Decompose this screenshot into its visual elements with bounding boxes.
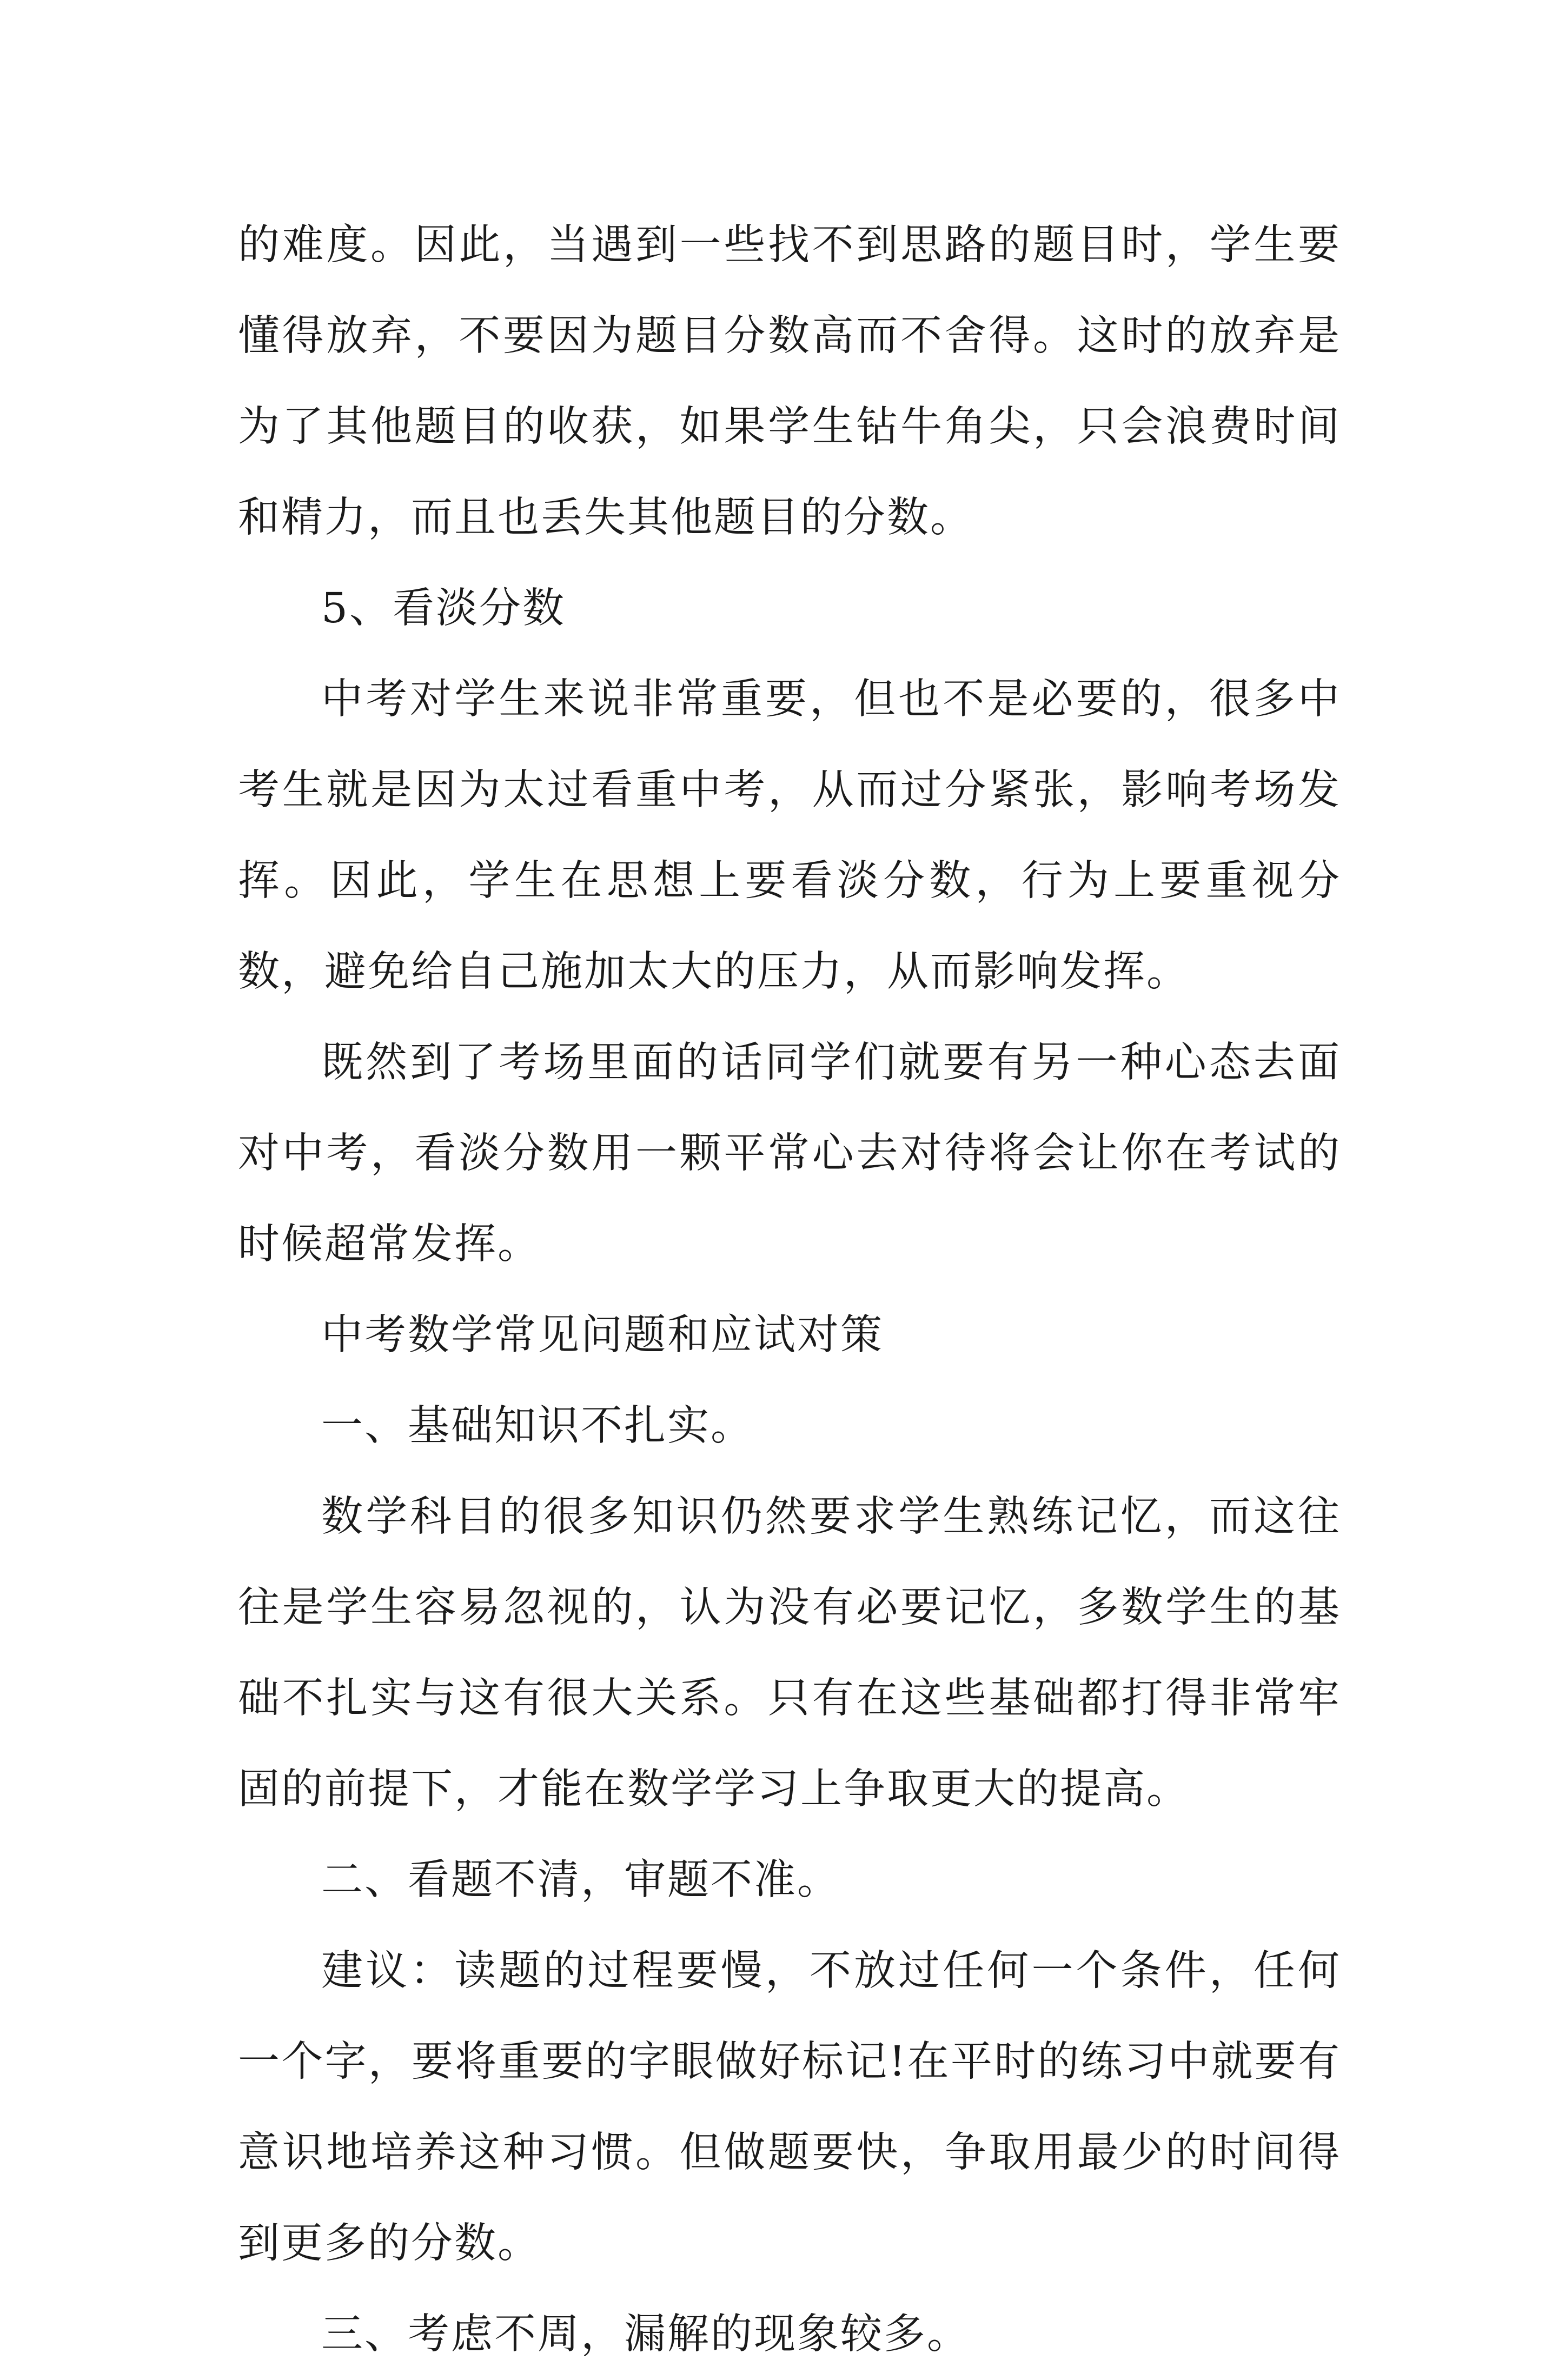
- paragraph: 建议：读题的过程要慢，不放过任何一个条件，任何一个字，要将重要的字眼做好标记!在平时的练习中就要有意识地培养这种习惯。但做题要快，争取用最少的时间得到更多的分数。: [238, 1947, 1341, 2268]
- document-body: [238, 200, 1341, 2380]
- paragraph-continuation: 的难度。因此，当遇到一些找不到思路的题目时，学生要懂得放弃，不要因为题目分数高而不舍得。这时的放弃是为了其他题目的收获，如果学生钻牛角尖，只会浪费时间和精力，而且也丢失其他题目的分数。: [238, 221, 1341, 542]
- paragraph: 既然到了考场里面的话同学们就要有另一种心态去面对中考，看淡分数用一颗平常心去对待将会让你在考试的时候超常发挥。: [238, 1039, 1341, 1268]
- paragraph: 中考对学生来说非常重要，但也不是必要的，很多中考生就是因为太过看重中考，从而过分紧张，影响考场发挥。因此，学生在思想上要看淡分数，行为上要重视分数，避免给自己施加太大的压力，从而影响发挥。: [238, 675, 1341, 996]
- section-title: 中考数学常见问题和应试对策: [321, 1311, 884, 1359]
- section-heading-1: 一、基础知识不扎实。: [321, 1402, 754, 1450]
- section-heading-3: 三、考虑不周，漏解的现象较多。: [321, 2310, 970, 2358]
- section-heading-5: 5、看淡分数: [321, 584, 566, 633]
- section-heading-2: 二、看题不清，审题不准。: [321, 1856, 840, 1904]
- paragraph: 数学科目的很多知识仍然要求学生熟练记忆，而这往往是学生容易忽视的，认为没有必要记忆，多数学生的基础不扎实与这有很大关系。只有在这些基础都打得非常牢固的前提下，才能在数学学习上争取更大的提高。: [238, 1493, 1341, 1813]
